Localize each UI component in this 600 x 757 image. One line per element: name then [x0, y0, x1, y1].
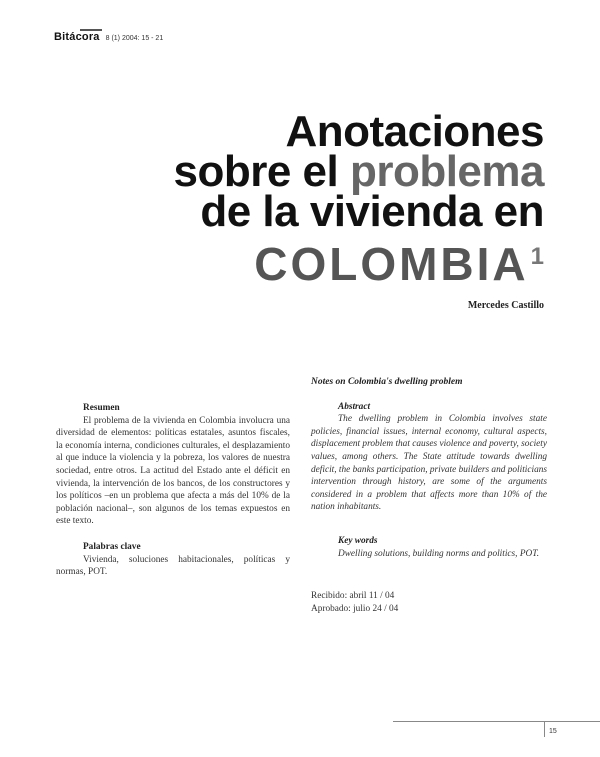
title-line-2b: problema — [349, 147, 544, 196]
footer-divider — [544, 721, 545, 737]
spanish-column — [56, 402, 290, 579]
english-column — [311, 376, 547, 560]
dates-block — [311, 590, 398, 616]
page-number: 15 — [549, 728, 557, 735]
journal-header — [54, 31, 163, 43]
palabras-clave-text: Vivienda, soluciones habitacionales, políticas y normas, POT. — [56, 554, 290, 578]
title-line-4 — [173, 232, 544, 289]
title-line-2 — [173, 147, 544, 196]
english-title: Notes on Colombia's dwelling problem — [311, 377, 463, 387]
footnote-mark: 1 — [530, 243, 544, 270]
journal-name: Bitácora — [54, 31, 100, 43]
abstract-text: The dwelling problem in Colombia involves state policies, financial issues, internal economy, cultural aspects, displacement problem that causes violence and poverty, society values, among others. The State attitude towards dwelling deficit, the banks participation, private builders and politicians intervention through history, are some of the arguments considered in a problem that affects more than 10% of the nation inhabitants. — [311, 414, 547, 513]
approved-date: Aprobado: julio 24 / 04 — [311, 604, 399, 614]
resumen-text: El problema de la vivienda en Colombia involucra una diversidad de elementos: políticas estatales, asuntos fiscales, la economía interna, condiciones culturales, el desplazamiento al que induce la violencia y la pobreza, los valores de nuestra sociedad, entre otros. La actitud del Estado ante el déficit en vivienda, la intervención de los bancos, de los constructores y los políticos –en un problema que afecta a más del 10% de la población nacional–, son algunos de los temas expuestos en este texto. — [56, 415, 290, 527]
footer-rule — [393, 721, 600, 722]
title-line-3: de la vivienda en — [200, 187, 544, 236]
palabras-clave-heading: Palabras clave — [83, 541, 141, 552]
article-title — [173, 107, 544, 290]
keywords-heading: Key words — [338, 535, 378, 546]
abstract-heading: Abstract — [338, 401, 371, 412]
issue-info: 8 (1) 2004: 15 - 21 — [105, 35, 164, 42]
title-country: COLOMBIA — [254, 238, 529, 290]
keywords-text: Dwelling solutions, building norms and politics, POT. — [338, 548, 540, 559]
resumen-heading: Resumen — [83, 403, 120, 413]
title-line-2a: sobre el — [173, 147, 350, 196]
author-name: Mercedes Castillo — [467, 300, 544, 311]
received-date: Recibido: abril 11 / 04 — [311, 591, 395, 601]
title-line-1: Anotaciones — [285, 107, 544, 156]
